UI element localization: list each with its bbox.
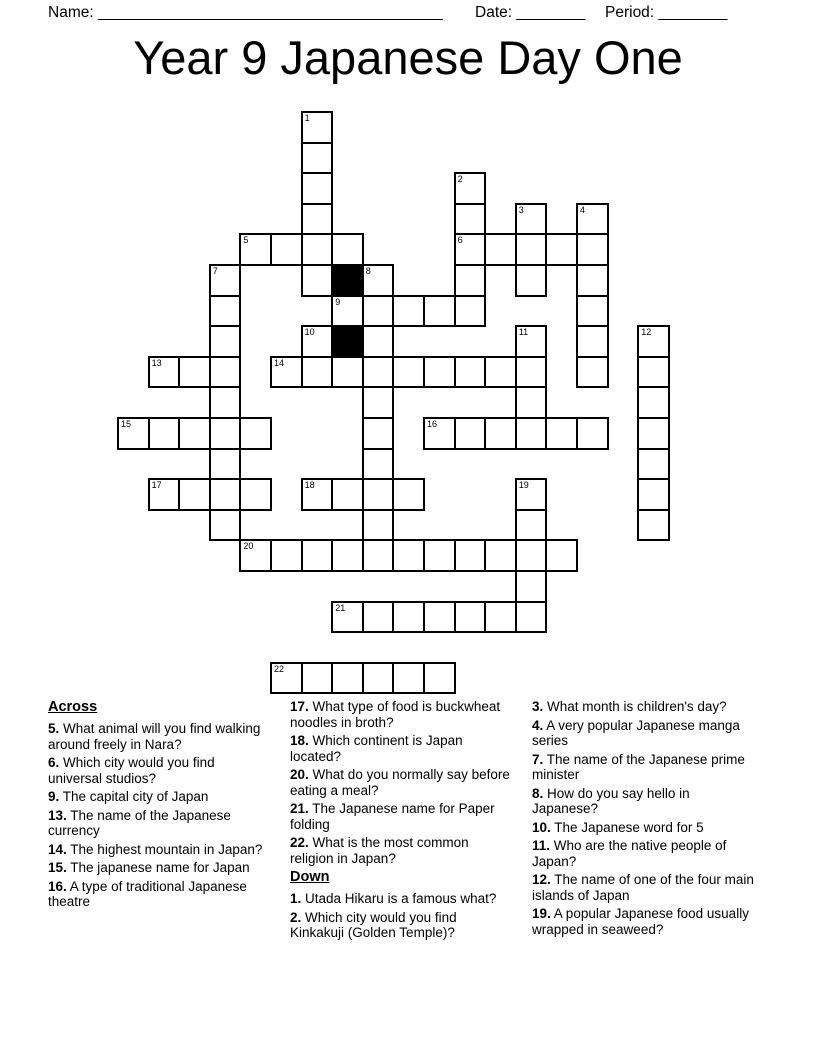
cell-number: 21 [335,602,346,613]
clue-number: 18. [290,733,309,748]
clue-across-21 [290,801,514,832]
grid-cell [454,172,487,205]
clue-number: 20. [290,767,309,782]
grid-cell [178,356,211,389]
crossword-grid [117,111,670,694]
grid-cell [515,539,548,572]
grid-cell [576,233,609,266]
clue-down-19 [532,906,756,937]
cell-number: 7 [212,266,218,276]
grid-cell [515,478,548,511]
grid-cell [392,356,425,389]
grid-cell [301,662,334,695]
grid-cell [178,417,211,450]
grid-cell [454,601,487,634]
grid-cell [545,233,578,266]
cell-number: 18 [304,480,315,491]
date-blank-line: ________ [516,4,586,21]
grid-cell [331,233,364,266]
grid-cell [362,539,395,572]
clue-number: 14. [48,841,67,857]
clue-number: 11. [532,838,551,853]
clue-text: Which continent is Japan located? [290,733,463,764]
clue-text: The name of the Japanese prime minister [532,751,745,782]
clue-down-3 [532,699,756,715]
grid-cell [515,264,548,297]
cell-number: 9 [335,296,341,307]
grid-cell [239,478,272,511]
grid-cell [576,264,609,297]
grid-cell [270,356,303,389]
clue-across-18 [290,733,514,764]
grid-cell [362,509,395,542]
grid-cell [362,325,395,358]
cell-number: 8 [365,266,371,276]
grid-cell [545,539,578,572]
grid-cell [637,509,670,542]
grid-cell [270,662,303,695]
clue-text: A popular Japanese food usually wrapped in seaweed? [532,906,749,937]
clue-down-12 [532,872,756,903]
grid-cell [148,417,181,450]
grid-cell [148,356,181,389]
grid-cell [362,478,395,511]
clue-across-20 [290,767,514,798]
grid-cell [209,386,242,419]
grid-cell [362,386,395,419]
clue-number: 7. [532,751,544,767]
clue-number: 4. [532,717,544,733]
clue-number: 13. [48,807,67,823]
grid-cell [515,203,548,236]
clue-text: What do you normally say before eating a meal? [290,767,510,798]
grid-cell [454,295,487,328]
grid-cell [301,142,334,175]
cell-number: 2 [457,174,463,185]
grid-cell [239,539,272,572]
name-field [48,4,443,22]
clue-text: Which city would you find Kinkakuji (Golden Temple)? [290,909,457,940]
cell-number: 12 [641,327,652,338]
clue-text: The name of one of the four main islands of Japan [532,872,754,903]
clue-text: How do you say hello in Japanese? [532,785,690,816]
grid-cell [331,662,364,695]
grid-cell [454,417,487,450]
clue-text: A very popular Japanese manga series [532,717,740,748]
clue-across-16 [48,879,272,910]
cell-number: 15 [121,419,132,429]
clue-text: Who are the native people of Japan? [532,838,727,869]
grid-cell [148,478,181,511]
grid-cell [515,325,548,358]
grid-cell [423,539,456,572]
grid-cell [331,601,364,634]
grid-cell [637,448,670,481]
grid-cell [392,478,425,511]
clue-down-1 [290,891,514,907]
period-field [605,4,727,22]
clue-text: A type of traditional Japanese theatre [48,878,247,909]
cell-number: 3 [518,204,524,215]
grid-cell [178,478,211,511]
clue-across-15 [48,860,272,876]
grid-cell [515,601,548,634]
grid-cell [301,325,334,358]
cell-number: 11 [518,327,529,338]
grid-cell [637,417,670,450]
clue-down-7 [532,752,756,783]
clue-across-6 [48,755,272,786]
cell-number: 6 [457,235,463,246]
date-field [475,4,585,22]
clue-text: The name of the Japanese currency [48,807,231,838]
clue-number: 8. [532,785,544,801]
clue-number: 17. [290,699,309,714]
clue-number: 3. [532,699,544,714]
clue-text: The Japanese name for Paper folding [290,801,495,832]
grid-cell [392,295,425,328]
grid-cell [484,417,517,450]
grid-cell [209,448,242,481]
across-heading: Across [48,699,98,715]
clue-across-17 [290,699,514,730]
grid-cell [515,417,548,450]
clue-text: What is the most common religion in Japan? [290,835,469,866]
grid-cell [454,539,487,572]
clue-text: The capital city of Japan [62,789,209,804]
grid-cell [362,662,395,695]
clue-down-10 [532,820,756,836]
clue-down-11 [532,838,756,869]
grid-cell [301,111,334,144]
grid-cell [362,295,395,328]
grid-cell [484,601,517,634]
grid-cell [362,417,395,450]
grid-cell [209,356,242,389]
grid-cell [515,356,548,389]
clue-text: The japanese name for Japan [70,860,250,875]
grid-cell [331,539,364,572]
grid-cell [576,203,609,236]
clue-column [290,699,514,944]
clue-number: 12. [532,872,551,887]
clue-number: 16. [48,878,67,894]
grid-cell [637,478,670,511]
grid-cell [117,417,150,450]
grid-cell [423,662,456,695]
grid-cell [454,233,487,266]
grid-cell [576,325,609,358]
grid-cell [637,356,670,389]
grid-cell [423,601,456,634]
grid-cell [392,601,425,634]
grid-cell [301,233,334,266]
clue-text: The highest mountain in Japan? [70,841,263,857]
grid-cell [362,601,395,634]
grid-cell [301,539,334,572]
clue-column [532,699,756,944]
clue-across-14 [48,842,272,858]
clue-number: 6. [48,755,60,770]
clue-text: What type of food is buckwheat noodles in broth? [290,699,501,730]
grid-cell [454,356,487,389]
clue-across-9 [48,789,272,805]
clue-number: 2. [290,909,302,925]
grid-cell [423,295,456,328]
grid-cell [484,233,517,266]
grid-cell [301,478,334,511]
cell-number: 10 [304,327,315,338]
grid-cell [239,417,272,450]
cell-number: 17 [151,480,162,491]
grid-cell [515,233,548,266]
clue-number: 15. [48,860,67,875]
clue-number: 21. [290,801,309,816]
grid-cell [515,509,548,542]
black-cell [331,325,364,358]
clue-text: Which city would you find universal studios? [48,755,215,786]
clue-number: 1. [290,891,302,906]
grid-cell [484,356,517,389]
grid-cell [576,295,609,328]
grid-cell [270,539,303,572]
grid-cell [576,356,609,389]
grid-cell [576,417,609,450]
grid-cell [301,203,334,236]
date-label: Date: [475,4,513,21]
clue-across-22 [290,835,514,866]
grid-cell [362,264,395,297]
cell-number: 16 [427,419,438,429]
grid-cell [423,356,456,389]
clue-down-8 [532,786,756,817]
clue-down-4 [532,718,756,749]
grid-cell [454,203,487,236]
grid-cell [209,295,242,328]
grid-cell [515,570,548,603]
grid-cell [637,325,670,358]
clues-section [48,699,768,944]
grid-cell [301,356,334,389]
grid-cell [392,539,425,572]
grid-cell [331,356,364,389]
clue-number: 22. [290,835,309,850]
clue-number: 10. [532,819,551,835]
clue-number: 5. [48,721,60,736]
clue-text: What month is children's day? [547,699,727,714]
cell-number: 22 [274,663,285,674]
cell-number: 1 [304,113,310,123]
clue-across-13 [48,808,272,839]
grid-cell [209,264,242,297]
down-heading: Down [290,869,330,885]
grid-cell [637,386,670,419]
clue-number: 9. [48,789,60,804]
grid-cell [301,264,334,297]
grid-cell [484,539,517,572]
cell-number: 20 [243,541,254,552]
clue-text: The Japanese word for 5 [554,819,704,835]
grid-cell [454,264,487,297]
grid-cell [270,233,303,266]
grid-cell [423,417,456,450]
cell-number: 19 [518,480,529,491]
page-title: Year 9 Japanese Day One [133,31,683,84]
clue-down-2 [290,910,514,941]
clue-column [48,699,272,944]
period-blank-line: ________ [658,4,728,21]
cell-number: 14 [274,357,285,368]
cell-number: 4 [580,204,586,215]
grid-cell [209,478,242,511]
grid-cell [301,172,334,205]
black-cell [331,264,364,297]
grid-cell [331,295,364,328]
name-label: Name: [48,4,94,21]
clue-number: 19. [532,906,551,921]
cell-number: 5 [243,235,249,246]
grid-cell [545,417,578,450]
grid-cell [209,417,242,450]
grid-cell [392,662,425,695]
cell-number: 13 [151,357,162,368]
clue-text: What animal will you find walking around freely in Nara? [48,721,261,752]
grid-cell [515,386,548,419]
grid-cell [209,509,242,542]
grid-cell [209,325,242,358]
clue-across-5 [48,721,272,752]
grid-cell [362,448,395,481]
grid-cell [362,356,395,389]
clue-text: Utada Hikaru is a famous what? [305,891,497,906]
name-blank-line: ________________________________________ [97,4,443,21]
grid-cell [331,478,364,511]
grid-cell [239,233,272,266]
period-label: Period: [605,4,655,21]
